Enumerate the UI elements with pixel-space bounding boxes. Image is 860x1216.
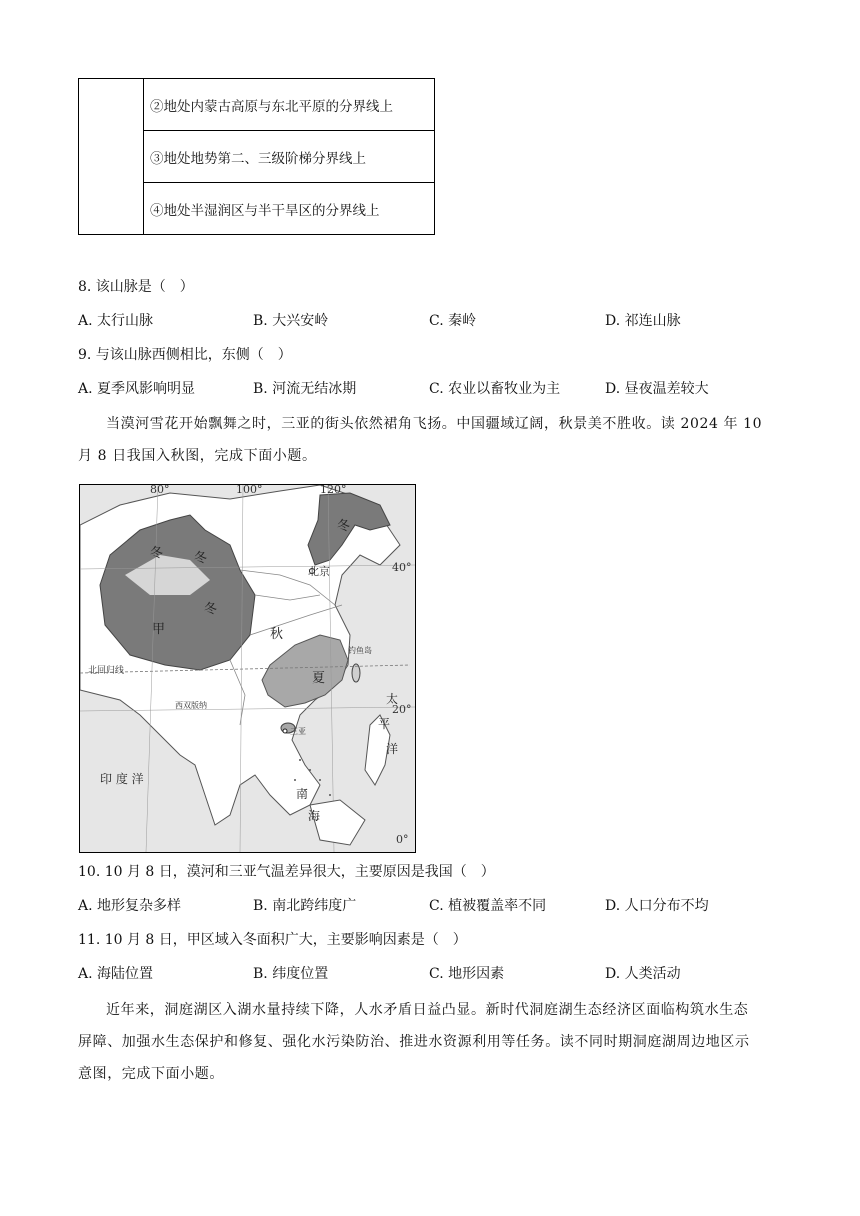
lat-label-20: 20° [392, 703, 412, 716]
label-jia: 甲 [152, 622, 166, 637]
passage-dongting-line2: 屏障、加强水生态保护和修复、强化水污染防治、推进水资源利用等任务。读不同时期洞庭湖周边地区示 [78, 1034, 750, 1050]
q9-option-d[interactable]: D. 昼夜温差较大 [605, 381, 709, 397]
q9-stem: 9. 与该山脉西侧相比，东侧（ ） [78, 347, 292, 363]
label-south-sea-2: 海 [308, 809, 321, 823]
q10-option-b[interactable]: B. 南北跨纬度广 [253, 898, 357, 914]
label-winter-4: 冬 [337, 519, 351, 534]
q8-option-a[interactable]: A. 太行山脉 [78, 313, 154, 329]
autumn-map [79, 484, 416, 853]
table-left-cell [79, 79, 144, 235]
label-winter-3: 冬 [204, 602, 218, 617]
q9-option-b[interactable]: B. 河流无结冰期 [253, 381, 357, 397]
label-south-sea-1: 南 [296, 787, 309, 801]
q9-option-c[interactable]: C. 农业以畜牧业为主 [429, 381, 561, 397]
q10-stem: 10. 10 月 8 日，漠河和三亚气温差异很大，主要原因是我国（ ） [78, 864, 495, 880]
q8-option-d[interactable]: D. 祁连山脉 [605, 313, 681, 329]
q11-option-a[interactable]: A. 海陆位置 [78, 966, 154, 982]
lat-label-40: 40° [392, 561, 412, 574]
lon-label-80: 80° [150, 484, 170, 496]
table-row: ③地处地势第二、三级阶梯分界线上 [144, 131, 435, 183]
table-row: ②地处内蒙古高原与东北平原的分界线上 [144, 79, 435, 131]
lat-label-0: 0° [396, 833, 409, 846]
sanya-marker [283, 729, 287, 733]
q8-option-c[interactable]: C. 秦岭 [429, 313, 477, 329]
label-indian-ocean: 印 度 洋 [100, 772, 144, 786]
label-tropic: 北回归线 [88, 666, 125, 676]
lon-label-120: 120° [320, 484, 347, 496]
passage-autumn [78, 408, 778, 472]
q10-option-a[interactable]: A. 地形复杂多样 [78, 898, 182, 914]
label-pacific-1: 太 [386, 692, 399, 706]
label-summer: 夏 [312, 671, 326, 686]
passage-dongting-line1: 近年来，洞庭湖区入湖水量持续下降，人水矛盾日益凸显。新时代洞庭湖生态经济区面临构筑水生态 [106, 1002, 749, 1018]
q9-options [78, 379, 709, 399]
map-graphic [80, 485, 415, 852]
q11-options [78, 964, 681, 984]
lon-label-100: 100° [236, 484, 263, 496]
q9-option-a[interactable]: A. 夏季风影响明显 [78, 381, 196, 397]
q10-option-d[interactable]: D. 人口分布不均 [605, 898, 709, 914]
q8-options [78, 311, 681, 331]
q11-option-b[interactable]: B. 纬度位置 [253, 966, 329, 982]
label-pacific-3: 洋 [386, 742, 399, 756]
q11-stem: 11. 10 月 8 日，甲区域入冬面积广大，主要影响因素是（ ） [78, 932, 467, 948]
q11-option-c[interactable]: C. 地形因素 [429, 966, 505, 982]
passage-autumn-line2: 月 8 日我国入秋图，完成下面小题。 [78, 448, 317, 464]
label-diaoyu: 钓鱼岛 [348, 646, 372, 655]
label-winter-1: 冬 [150, 546, 164, 561]
q8-stem: 8. 该山脉是（ ） [78, 279, 194, 295]
label-sanya: 三亚 [290, 727, 306, 736]
passage-autumn-line1: 当漠河雪花开始飘舞之时，三亚的街头依然裙角飞扬。中国疆域辽阔，秋景美不胜收。读 2024 年 10 [106, 416, 763, 432]
label-pacific-2: 平 [378, 717, 391, 731]
passage-dongting [78, 994, 778, 1090]
q11-option-d[interactable]: D. 人类活动 [605, 966, 681, 982]
label-winter-2: 冬 [194, 551, 208, 566]
option-table [78, 78, 435, 235]
label-beijing: 北京 [308, 565, 330, 578]
q10-option-c[interactable]: C. 植被覆盖率不同 [429, 898, 547, 914]
passage-dongting-line3: 意图，完成下面小题。 [78, 1066, 224, 1082]
q8-option-b[interactable]: B. 大兴安岭 [253, 313, 329, 329]
q10-options [78, 896, 709, 916]
label-autumn: 秋 [270, 627, 284, 642]
label-xishuangbanna: 西双版纳 [175, 701, 207, 710]
table-row: ④地处半湿润区与半干旱区的分界线上 [144, 183, 435, 235]
